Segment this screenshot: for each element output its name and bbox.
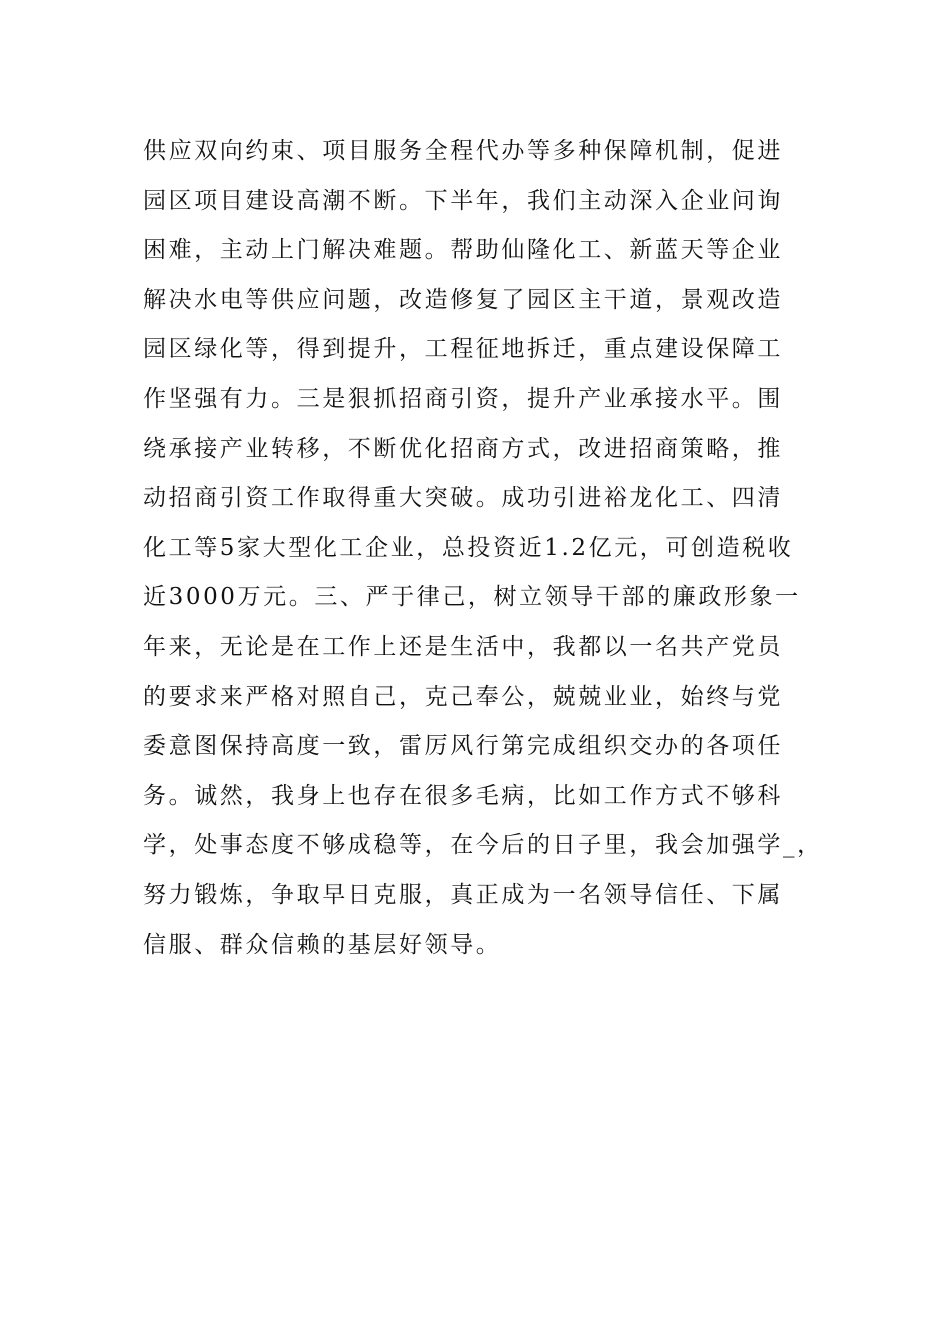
text-line: 园区项目建设高潮不断。下半年，我们主动深入企业问询 xyxy=(143,187,783,214)
text-line: 供应双向约束、项目服务全程代办等多种保障机制，促进 xyxy=(143,138,783,164)
text-line: 的要求来严格对照自己，克己奉公，兢兢业业，始终与党 xyxy=(143,683,783,710)
text-line: 困难，主动上门解决难题。帮助仙隆化工、新蓝天等企业 xyxy=(143,237,783,264)
text-line: 努力锻炼，争取早日克服，真正成为一名领导信任、下属 xyxy=(143,881,783,908)
text-line: 年来，无论是在工作上还是生活中，我都以一名共产党员 xyxy=(143,633,783,660)
text-line: 信服、群众信赖的基层好领导。 xyxy=(143,931,502,958)
body-paragraph xyxy=(143,127,823,970)
text-line: 化工等5家大型化工企业，总投资近1.2亿元，可创造税收 xyxy=(143,534,794,561)
text-line: 作坚强有力。三是狠抓招商引资，提升产业承接水平。围 xyxy=(143,385,783,412)
text-line: 解决水电等供应问题，改造修复了园区主干道，景观改造 xyxy=(143,286,783,313)
text-line: 园区绿化等，得到提升，工程征地拆迁，重点建设保障工 xyxy=(143,336,783,363)
text-line: 委意图保持高度一致，雷厉风行第完成组织交办的各项任 xyxy=(143,733,783,760)
text-line: 务。诚然，我身上也存在很多毛病，比如工作方式不够科 xyxy=(143,782,783,809)
text-line: 近3000万元。三、严于律己，树立领导干部的廉政形象一 xyxy=(143,584,801,611)
text-line: 动招商引资工作取得重大突破。成功引进裕龙化工、四清 xyxy=(143,485,783,512)
text-line: 学，处事态度不够成稳等，在今后的日子里，我会加强学_， xyxy=(143,832,823,859)
text-line: 绕承接产业转移，不断优化招商方式，改进招商策略，推 xyxy=(143,435,783,462)
